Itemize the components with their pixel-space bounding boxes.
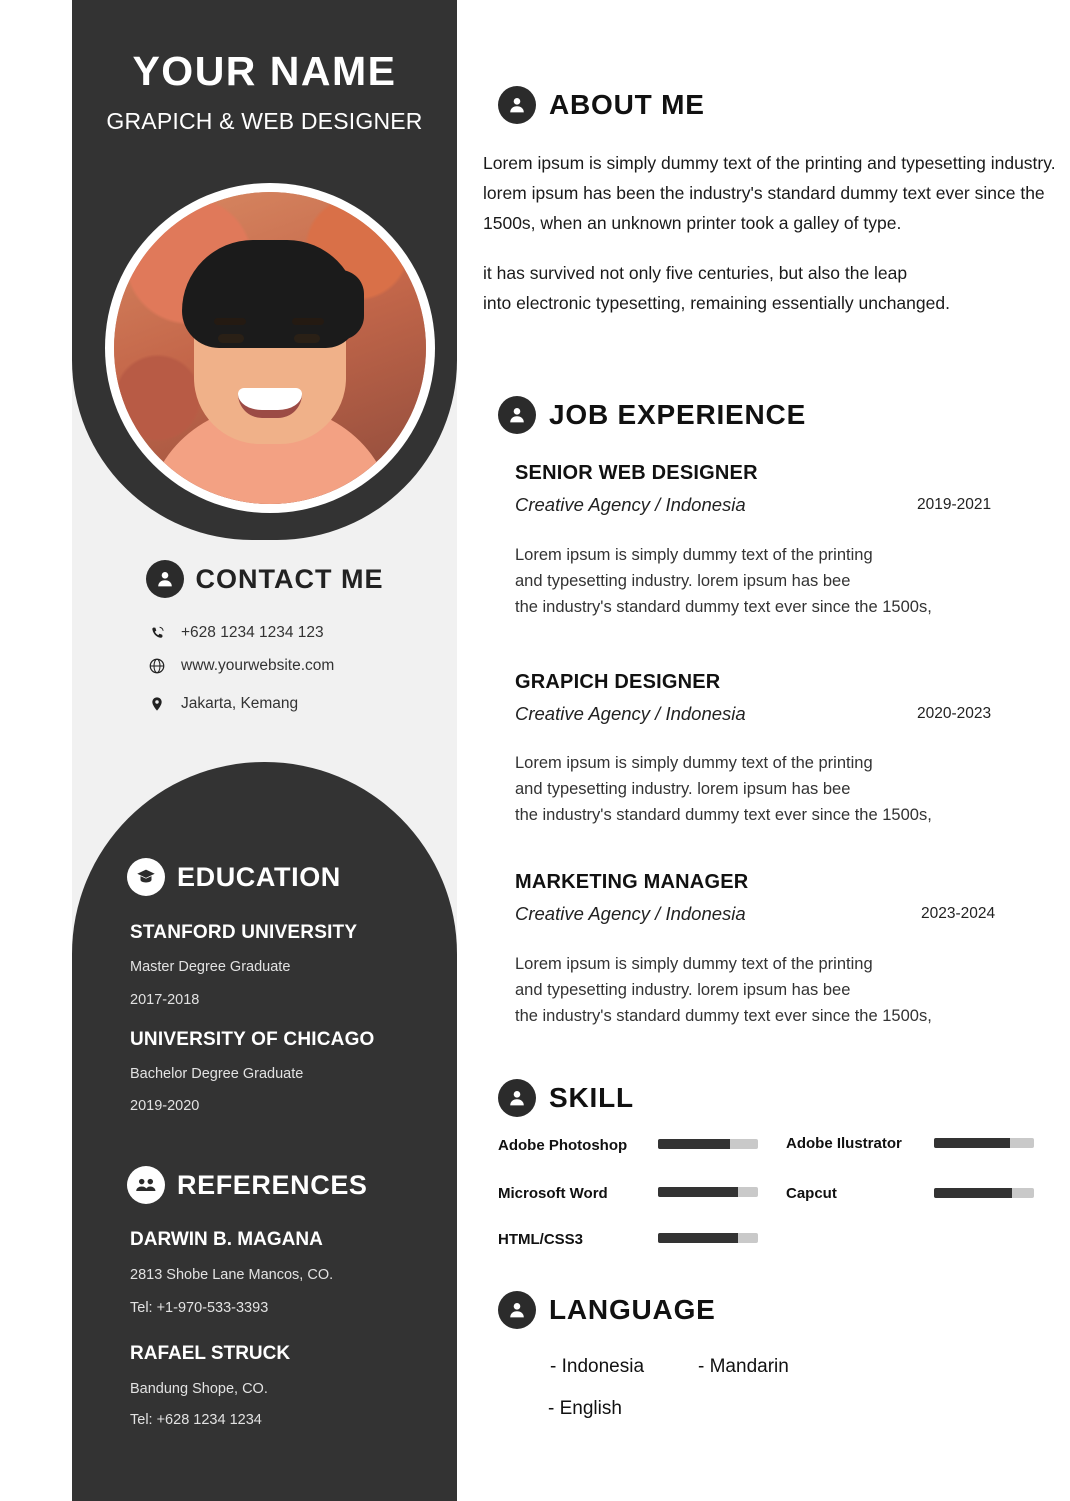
contact-website <box>147 657 334 675</box>
person-icon <box>498 396 536 434</box>
globe-icon <box>147 657 167 675</box>
skill-label-1: Adobe Photoshop <box>498 1137 628 1154</box>
phone-icon <box>147 625 167 642</box>
skill-bar-1 <box>658 1139 758 1149</box>
about-paragraph-1: Lorem ipsum is simply dummy text of the printing and typesetting industry. lorem ipsum has been the industry's standard dummy text ever since the 1500s, when an unknown printer took a galley of type. <box>483 153 1056 233</box>
job-desc-1-line-3: the industry's standard dummy text ever since the 1500s, <box>515 598 932 616</box>
education-years-1: 2017-2018 <box>130 992 200 1008</box>
reference-tel-2: Tel: +628 1234 1234 <box>130 1412 262 1428</box>
skill-bar-2 <box>934 1138 1034 1148</box>
skill-label-5: HTML/CSS3 <box>498 1231 584 1248</box>
education-heading-label: EDUCATION <box>177 861 341 892</box>
reference-name-1: DARWIN B. MAGANA <box>130 1229 323 1250</box>
job-desc-3-line-3: the industry's standard dummy text ever since the 1500s, <box>515 1007 932 1025</box>
people-group-icon <box>127 1166 165 1204</box>
skill-heading <box>498 1079 634 1117</box>
contact-heading <box>72 560 457 598</box>
language-item-3: - English <box>548 1398 622 1419</box>
contact-location-value: Jakarta, Kemang <box>181 695 299 712</box>
reference-address-1: 2813 Shobe Lane Mancos, CO. <box>130 1267 334 1283</box>
job-desc-3-line-1: Lorem ipsum is simply dummy text of the printing <box>515 955 873 973</box>
language-item-1: - Indonesia <box>550 1356 645 1377</box>
job-desc-2-line-3: the industry's standard dummy text ever since the 1500s, <box>515 806 932 824</box>
skill-label-2: Adobe Ilustrator <box>786 1135 902 1152</box>
education-degree-2: Bachelor Degree Graduate <box>130 1066 304 1082</box>
job-role-3: MARKETING MANAGER <box>515 871 749 893</box>
job-years-1: 2019-2021 <box>917 496 992 513</box>
page-title: YOUR NAME <box>132 48 397 94</box>
job-desc-2-line-2: and typesetting industry. lorem ipsum has bee <box>515 780 851 798</box>
education-heading <box>127 858 341 896</box>
job-desc-1-line-1: Lorem ipsum is simply dummy text of the printing <box>515 546 873 564</box>
reference-name-2: RAFAEL STRUCK <box>130 1343 291 1364</box>
main-content <box>480 0 1070 1501</box>
person-icon <box>498 86 536 124</box>
contact-website-value: www.yourwebsite.com <box>181 657 335 674</box>
job-company-3: Creative Agency / Indonesia <box>515 903 746 924</box>
job-company-2: Creative Agency / Indonesia <box>515 703 746 724</box>
skill-label-4: Capcut <box>786 1185 837 1202</box>
job-desc-2-line-1: Lorem ipsum is simply dummy text of the printing <box>515 754 873 772</box>
reference-tel-1: Tel: +1-970-533-3393 <box>130 1300 269 1316</box>
avatar-image <box>114 192 426 504</box>
job-years-2: 2020-2023 <box>917 705 992 722</box>
location-pin-icon <box>147 695 167 713</box>
references-heading-label: REFERENCES <box>177 1169 368 1200</box>
skill-heading-label: SKILL <box>549 1082 634 1113</box>
skill-label-3: Microsoft Word <box>498 1185 608 1202</box>
left-sidebar <box>72 0 457 1501</box>
contact-location <box>147 695 298 713</box>
job-subtitle: GRAPICH & WEB DESIGNER <box>106 108 423 134</box>
job-desc-3-line-2: and typesetting industry. lorem ipsum has bee <box>515 981 851 999</box>
about-heading <box>498 86 705 124</box>
skill-bar-3 <box>658 1187 758 1197</box>
avatar <box>105 183 435 513</box>
experience-heading <box>498 396 806 434</box>
skill-bar-4 <box>934 1188 1034 1198</box>
person-icon <box>498 1291 536 1329</box>
job-company-1: Creative Agency / Indonesia <box>515 494 746 515</box>
skill-bar-5 <box>658 1233 758 1243</box>
references-heading <box>127 1166 368 1204</box>
graduation-cap-icon <box>127 858 165 896</box>
contact-phone-value: +628 1234 1234 123 <box>181 624 324 641</box>
contact-phone <box>147 624 324 642</box>
reference-address-2: Bandung Shope, CO. <box>130 1381 268 1397</box>
about-heading-label: ABOUT ME <box>549 89 705 120</box>
job-role-1: SENIOR WEB DESIGNER <box>515 462 758 484</box>
job-years-3: 2023-2024 <box>921 905 996 922</box>
person-icon <box>146 560 184 598</box>
education-degree-1: Master Degree Graduate <box>130 959 291 975</box>
language-heading-label: LANGUAGE <box>549 1294 716 1325</box>
about-paragraph-3: into electronic typesetting, remaining essentially unchanged. <box>483 293 950 313</box>
job-desc-1-line-2: and typesetting industry. lorem ipsum has bee <box>515 572 851 590</box>
experience-heading-label: JOB EXPERIENCE <box>549 399 807 430</box>
education-school-1: STANFORD UNIVERSITY <box>130 922 358 943</box>
education-years-2: 2019-2020 <box>130 1098 200 1114</box>
language-heading <box>498 1291 716 1329</box>
education-school-2: UNIVERSITY OF CHICAGO <box>130 1029 375 1050</box>
about-paragraph-2: it has survived not only five centuries, but also the leap <box>483 263 908 283</box>
contact-heading-label: CONTACT ME <box>195 563 384 594</box>
job-role-2: GRAPICH DESIGNER <box>515 671 721 693</box>
person-icon <box>498 1079 536 1117</box>
language-item-2: - Mandarin <box>698 1356 789 1377</box>
